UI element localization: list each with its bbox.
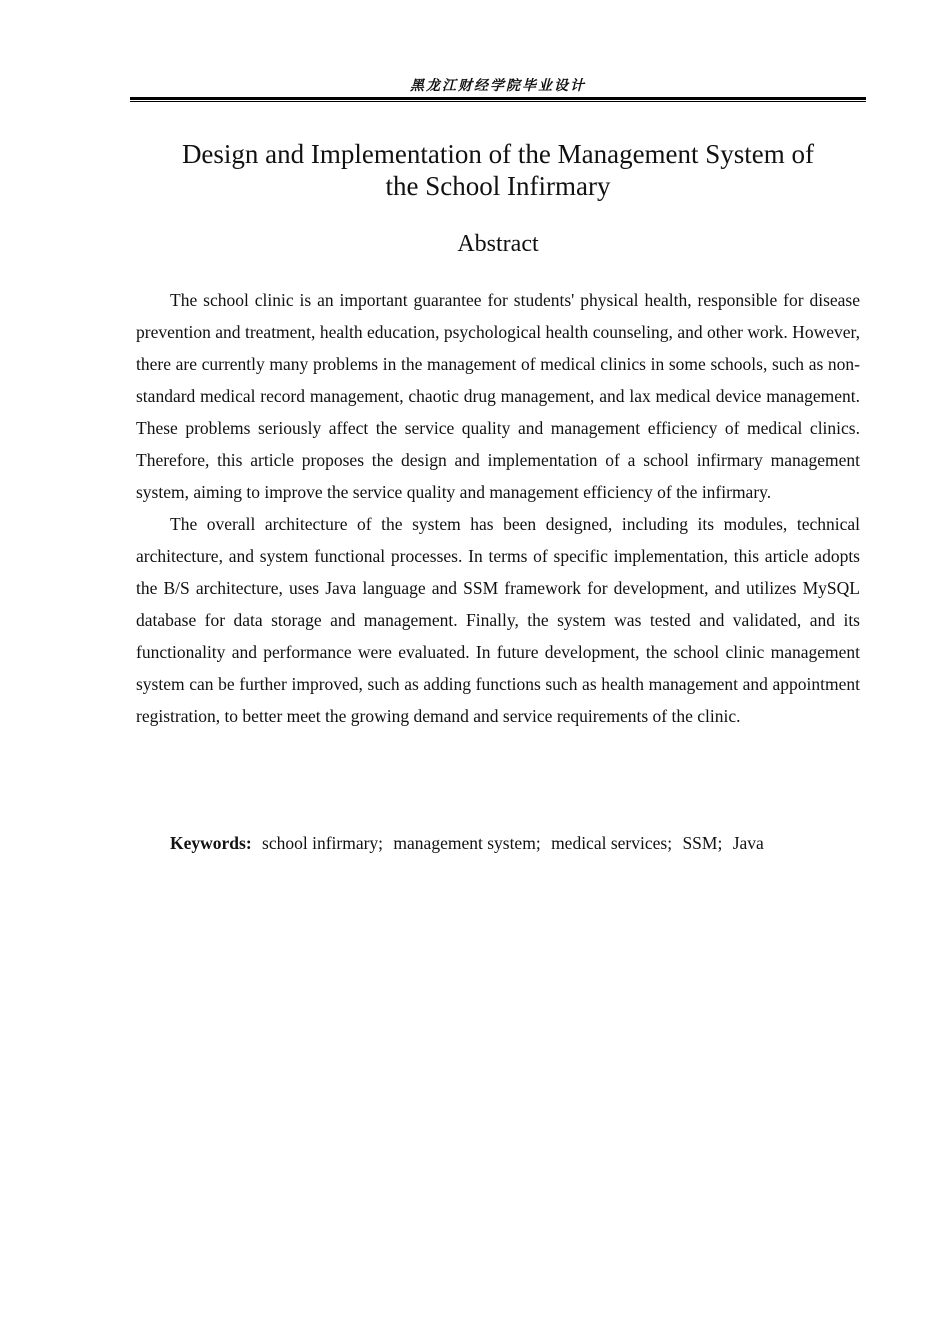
header-rule-thin — [130, 101, 866, 102]
keyword-item: Java — [732, 833, 764, 853]
keyword-item: medical services; — [551, 833, 673, 853]
abstract-paragraph-2: The overall architecture of the system has been designed, including its modules, technical architecture, and system functional processes. In terms of specific implementation, this article adopts the B/S architecture, uses Java language and SSM framework for development, and utilizes MySQL database for data storage and management. Finally, the system was tested and validated, and its functionality and performance were evaluated. In future development, the school clinic management system can be further improved, such as adding functions such as health management and appointment registration, to better meet the growing demand and service requirements of the clinic. — [136, 514, 860, 726]
abstract-paragraph-1: The school clinic is an important guarantee for students' physical health, responsible for disease prevention and treatment, health education, psychological health counseling, and other work. However, there are currently many problems in the management of medical clinics in some schools, such as non-standard medical record management, chaotic drug management, and lax medical device management. These problems seriously affect the service quality and management efficiency of medical clinics. Therefore, this article proposes the design and implementation of a school infirmary management system, aiming to improve the service quality and management efficiency of the infirmary. — [136, 290, 860, 502]
document-title-line-1: Design and Implementation of the Management System of — [181, 139, 815, 169]
page-header: 黑龙江财经学院毕业设计 — [410, 78, 586, 94]
document-title-line-2: the School Infirmary — [385, 171, 611, 201]
document-title — [136, 138, 860, 202]
abstract-body — [136, 284, 860, 732]
abstract-heading: Abstract — [457, 231, 539, 257]
keywords-label: Keywords: — [170, 833, 252, 853]
header-rule — [130, 97, 866, 100]
keyword-item: management system; — [393, 833, 541, 853]
keyword-item: SSM; — [682, 833, 723, 853]
keyword-item: school infirmary; — [262, 833, 384, 853]
keywords-line — [170, 828, 860, 858]
